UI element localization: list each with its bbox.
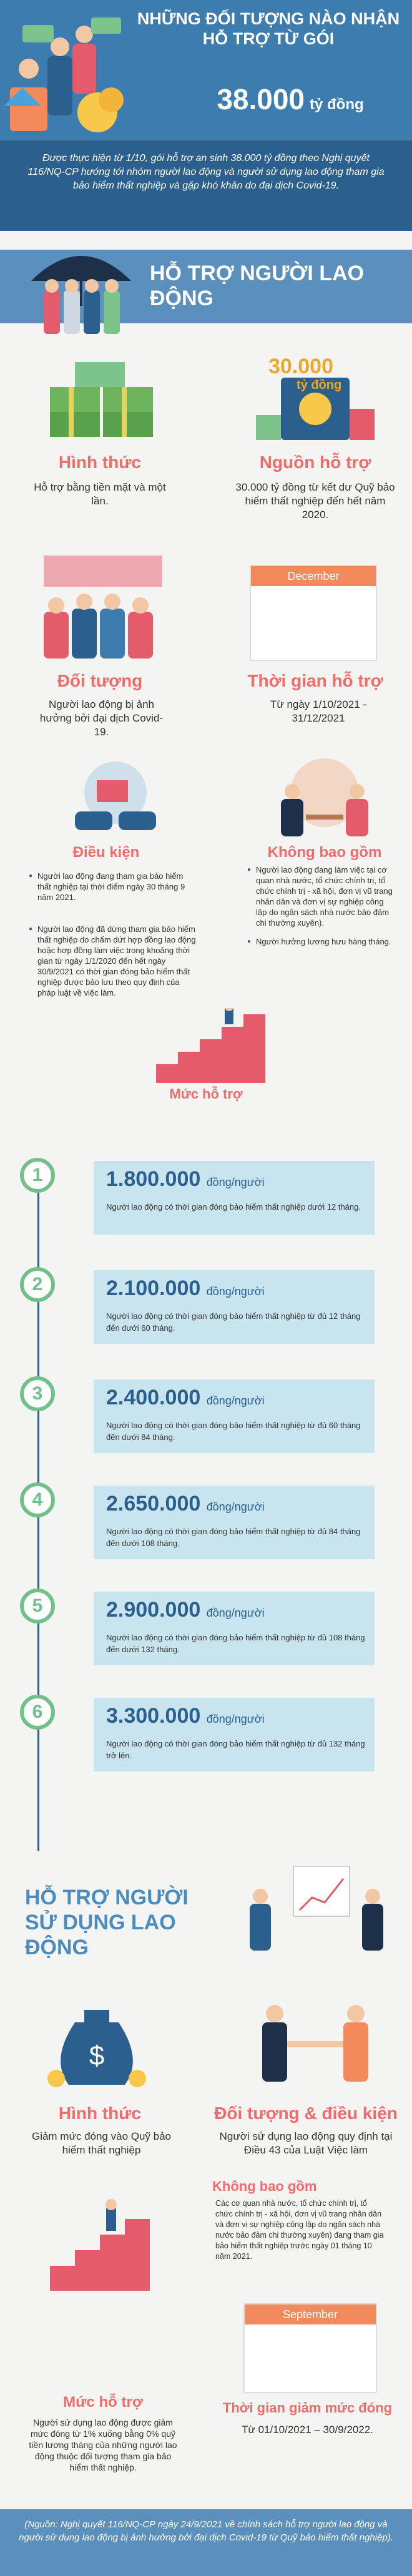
level-amount <box>106 1276 265 1301</box>
level-desc: Người lao động có thời gian đóng bảo hiểm thất nghiệp từ đủ 12 tháng đến dưới 60 tháng. <box>106 1311 361 1333</box>
employers-levels-text: Người sử dụng lao động được giảm mức đóng từ 1% xuống bằng 0% quỹ tiền lương tháng của những người lao động thuộc đối tượng tham gia bảo hiểm thất nghiệp. <box>29 2417 177 2472</box>
level-unit: đồng/người <box>206 1285 265 1298</box>
workers-subject-label: Đối tượng <box>57 671 143 690</box>
stairs-climb-illustration <box>44 2197 175 2291</box>
condition-item: ● Người lao động đang tham gia bảo hiểm thất nghiệp tại thời điểm ngày 30 tháng 9 năm 2021. <box>37 871 197 903</box>
workers-form-label: Hình thức <box>58 453 142 472</box>
level-amount <box>106 1492 265 1516</box>
svg-text:$: $ <box>89 2040 105 2071</box>
umbrella-family-illustration <box>25 237 137 337</box>
header-amount <box>187 82 393 116</box>
level-number: 3 <box>20 1376 55 1411</box>
employers-time-label: Thời gian giảm mức đóng <box>222 2400 393 2416</box>
level-amount-value: 2.100.000 <box>106 1276 201 1300</box>
level-amount-value: 1.800.000 <box>106 1167 201 1191</box>
level-number: 6 <box>20 1695 55 1730</box>
crowd-with-money-illustration <box>4 12 129 134</box>
level-card <box>94 1486 375 1559</box>
exclusion-item: ● Người hưởng lương hưu hàng tháng. <box>256 936 396 947</box>
intro-box <box>0 140 412 231</box>
level-amount <box>106 1598 265 1622</box>
workers-source-text: 30.000 tỷ đồng từ kết dư Quỹ bảo hiểm thất nghiệp đến hết năm 2020. <box>235 481 395 521</box>
employers-banner-title: HỖ TRỢ NGƯỜI SỬ DỤNG LAO ĐỘNG <box>25 1886 189 1959</box>
employers-subject-label: Đối tượng & điều kiện <box>214 2103 398 2123</box>
employers-banner <box>0 1866 412 1959</box>
level-unit: đồng/người <box>206 1607 265 1619</box>
employers-exclusions-text: Các cơ quan nhà nước, tổ chức chính trị, tổ chức chính trị - xã hội, đơn vị vũ trang nhân dân và đơn vị sự nghiệp công lập do ngân sách nhà nước bảo đảm chi thường xuyên) đang tham gia bảo hiểm thất nghiệp trước ngày 01 tháng 10 năm 2021. <box>215 2199 384 2261</box>
workers-banner-title: HỖ TRỢ NGƯỜI LAO ĐỘNG <box>150 262 365 310</box>
hands-conditions-illustration <box>62 755 169 843</box>
header-title: NHỮNG ĐỐI TƯỢNG NÀO NHẬN HỖ TRỢ TỪ GÓI <box>137 9 400 48</box>
amount-unit: tỷ đồng <box>310 96 364 113</box>
intro-text: Được thực hiện từ 1/10, gói hỗ trợ an sinh 38.000 tỷ đồng theo Nghị quyết 116/NQ-CP hướng tới nhóm người lao động và người sử dụng lao động tham gia bảo hiểm thất nghiệp và gặp khó khăn do đại dịch Covid-19. <box>27 153 385 191</box>
level-desc: Người lao động có thời gian đóng bảo hiểm thất nghiệp từ đủ 60 tháng đến dưới 84 tháng. <box>106 1421 361 1442</box>
money-bag-illustration <box>37 1985 156 2091</box>
level-unit: đồng/người <box>206 1176 265 1188</box>
level-card <box>94 1270 375 1344</box>
cash-stack-illustration <box>44 350 162 443</box>
workers-time-label: Thời gian hỗ trợ <box>247 671 383 690</box>
exclusions-label: Không bao gồm <box>267 844 382 861</box>
employers-form-text: Giảm mức đóng vào Quỹ bảo hiểm thất nghiệp <box>31 2130 172 2156</box>
level-amount <box>106 1704 265 1728</box>
level-desc: Người lao động có thời gian đóng bảo hiểm thất nghiệp dưới 12 tháng. <box>106 1202 361 1212</box>
level-desc: Người lao động có thời gian đóng bảo hiểm thất nghiệp từ đủ 108 tháng đến dưới 132 tháng. <box>106 1633 365 1654</box>
september-calendar <box>243 2303 377 2393</box>
conditions-label: Điều kiện <box>72 844 140 861</box>
workers-time-text: Từ ngày 1/10/2021 - 31/12/2021 <box>270 698 367 724</box>
level-number: 4 <box>20 1482 55 1517</box>
stairs-runner-illustration <box>150 1008 275 1083</box>
worker-levels-label: Mức hỗ trợ <box>169 1086 243 1102</box>
meeting-illustration <box>262 755 387 843</box>
workers-form-text: Hỗ trợ bằng tiền mặt và một lần. <box>34 481 166 507</box>
level-amount-value: 2.400.000 <box>106 1386 201 1409</box>
employers-time-text: Từ 01/10/2021 – 30/9/2022. <box>242 2424 373 2436</box>
employers-exclusions-label: Không bao gồm <box>212 2178 317 2194</box>
level-number: 1 <box>20 1158 55 1193</box>
handshake-illustration <box>250 1997 381 2085</box>
amount-value: 38.000 <box>217 83 305 115</box>
level-amount-value: 3.300.000 <box>106 1704 201 1728</box>
employers-levels-label: Mức hỗ trợ <box>63 2394 143 2411</box>
condition-item: ● Người lao động đã dừng tham gia bảo hiểm thất nghiệp do chấm dứt hợp đồng lao động hoặc hợp đồng làm việc trong khoảng thời gian từ ngày 1/1/2020 đến hết ngày 30/9/2021 có thời gian đóng bảo hiểm thất nghiệp được bảo lưu theo quy định của pháp luật về việc làm. <box>37 924 197 998</box>
calendar-month: December <box>251 566 376 586</box>
level-amount <box>106 1167 265 1192</box>
level-desc: Người lao động có thời gian đóng bảo hiểm thất nghiệp từ đủ 84 tháng đến dưới 108 tháng. <box>106 1527 361 1548</box>
money-tag-unit: tỷ đồng <box>297 378 342 392</box>
business-people-chart-illustration <box>237 1866 400 1954</box>
level-amount-value: 2.650.000 <box>106 1492 201 1516</box>
source-note: (Nguồn: Nghị quyết 116/NQ-CP ngày 24/9/2021 về chính sách hỗ trợ người lao động và người sử dụng lao động bị ảnh hưởng bởi đại dịch Covid-19 từ Quỹ bảo hiểm thất nghiệp). <box>19 2519 393 2543</box>
level-card <box>94 1698 375 1771</box>
level-unit: đồng/người <box>206 1501 265 1513</box>
level-amount <box>106 1386 265 1410</box>
employers-form-label: Hình thức <box>58 2103 142 2123</box>
workers-group-illustration <box>31 549 175 662</box>
level-amount-value: 2.900.000 <box>106 1598 201 1622</box>
level-card <box>94 1379 375 1453</box>
header <box>0 0 412 140</box>
level-unit: đồng/người <box>206 1394 265 1407</box>
calendar-month: September <box>245 2304 376 2324</box>
level-number: 5 <box>20 1589 55 1623</box>
level-unit: đồng/người <box>206 1713 265 1725</box>
level-card <box>94 1161 375 1235</box>
workers-banner <box>0 250 412 323</box>
level-card <box>94 1592 375 1665</box>
source-footer <box>0 2509 412 2576</box>
level-desc: Người lao động có thời gian đóng bảo hiểm thất nghiệp từ đủ 132 tháng trở lên. <box>106 1739 365 1760</box>
workers-subject-text: Người lao động bị ảnh hưởng bởi đại dịch Covid-19. <box>39 698 164 738</box>
employers-subject-text: Người sử dụng lao động quy định tại Điều 43 của Luật Việc làm <box>219 2130 393 2156</box>
december-calendar <box>250 565 377 661</box>
exclusion-item: ● Người lao động đang làm việc tại cơ quan nhà nước, tổ chức chính trị, tổ chức chính trị - xã hội, đơn vị vũ trang nhân dân và đơn vị sự nghiệp công lập do ngân sách nhà nước bảo đảm chi thường xuyên). <box>256 864 396 928</box>
money-tag-value: 30.000 <box>268 355 333 378</box>
workers-source-label: Nguồn hỗ trợ <box>259 453 371 472</box>
level-number: 2 <box>20 1267 55 1302</box>
